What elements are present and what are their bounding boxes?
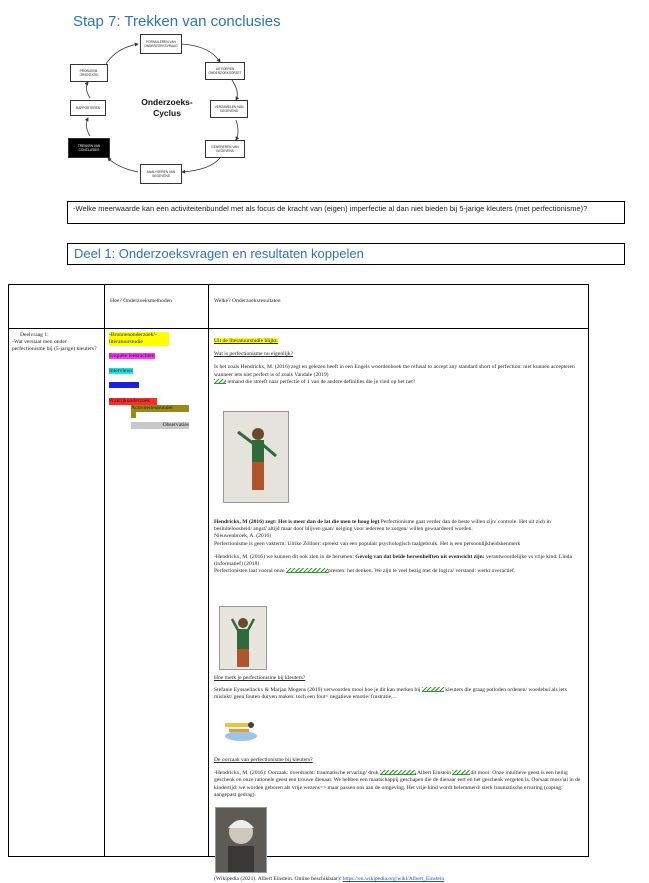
- page-title: Stap 7: Trekken van conclusies: [73, 13, 281, 30]
- results-paragraph: -Hendrickx, M. (2016) we kunnen dit ook zien in de hersenen:: [214, 553, 354, 560]
- results-paragraph: presten: het denken. We zijn te veel bezig met de logica/ verstand: werkt overactief.: [328, 568, 516, 575]
- header-results: Welke? Onderzoeksresultaten: [214, 298, 281, 304]
- cycle-step: ANALYSEREN VAN GEGEVENS: [140, 164, 182, 184]
- results-bold: Gevolg van dat beide hersenhelften uit evenwicht zijn:: [355, 553, 485, 560]
- method-subitem: Observaties: [131, 422, 189, 429]
- cycle-step: PROBLEEM-ORIENTATIE: [70, 64, 108, 82]
- results-subheading: Wat is perfectionisme nu eigenlijk?: [214, 351, 294, 358]
- results-paragraph: Perfectionisme gaat verder dan de beste willen zijn/ controle. Het uit zich in besluiteloosheid/ angst/ altijd maar door blijven gaan/ neiging voor iedereen te zorgen/ willen gewaardeerd worden.: [214, 519, 551, 533]
- results-paragraph: iemand die streeft naar perfectie of 1 van de andere definities die je vind op het net?: [227, 378, 416, 385]
- deelvraag-cell: [9, 329, 105, 857]
- results-paragraph: Stefanie Eyssaelinckx & Marjan Mogens (2019) verwoorden mooi hoe je dit kan merken bij: [214, 687, 421, 694]
- table-header-cell: [105, 285, 209, 329]
- caption-link[interactable]: https://en.wikipedia.org/wiki/Albert_Einstein: [342, 876, 445, 882]
- photo-child-arms-raised: [223, 411, 289, 503]
- cycle-step: GENEREREN VAN GEGEVENS: [205, 140, 245, 158]
- child-figure-icon: [224, 412, 288, 502]
- image-caption: (Wikipedia (2021). Albert Einstein. Online beschikbaar):: [214, 876, 342, 882]
- methods-cell: [105, 329, 209, 857]
- results-source: Nieuwenbroek, A. (2016): [214, 533, 272, 540]
- results-paragraph: dit mooi: Onze intuïtieve geest is een heilig geschenk en onze rationele geest een trouwe dienaar. We hebben een maatschappij geschapen die de dienaar eert en het geschenk vergeten is. Oorsaat mosvial in de kindertijd: we worden geboren als vrije wezens=> maar passen ons aan de omgeving. Het vrije kind wordt belemmerd/ sterk traumatische ervaring (coping: aangepast gedrag).: [214, 770, 581, 798]
- photo-child-thinking: [219, 606, 267, 670]
- method-subitem: Activiteitenbundel: [131, 405, 189, 412]
- results-bold: Hendrickx, M (2016) zegt: Het is meer dan de lat die men te hoog legt: [214, 519, 380, 525]
- results-paragraph: Albert Einstein: [417, 770, 452, 777]
- method-item: Enquête leekrachten: [109, 353, 155, 360]
- section-title: Deel 1: Onderzoeksvragen en resultaten koppelen: [67, 243, 625, 265]
- results-cell: [209, 329, 589, 882]
- results-table: [8, 284, 589, 882]
- photo-albert-einstein: [215, 807, 267, 873]
- child-figure-icon: [220, 607, 266, 669]
- illustration-crayons: [219, 719, 261, 743]
- table-header-cell: [209, 285, 589, 329]
- portrait-icon: [216, 808, 266, 872]
- results-subheading: Hoe merk je perfectionisme bij kleuters?: [214, 675, 306, 681]
- results-subheading: De oorzaak van perfectionisme bij kleuters?: [214, 757, 313, 763]
- results-heading: Uit de literatuurstudie blijkt:: [214, 338, 278, 344]
- results-paragraph: -Hendrickx, M. (2016): Oorzaak: overdracht/ traumatische ervaring/ druk: [214, 770, 379, 777]
- results-paragraph: Perfectionisme is geen vakterm: Ulrike Zöllner: spreekt van een populair psychologisch taalgebruik. Het is een persoonlijkheidskenmerk: [214, 540, 521, 547]
- deelvraag-text: -Wat verstaat men onder perfectionisme bij (5-jarige) kleuters?: [12, 339, 97, 353]
- deelvraag-label: Deelvraag 1:: [20, 332, 49, 338]
- cycle-step: FORMULEREN VAN ONDERZOEKSVRAAG: [140, 34, 182, 54]
- method-item: -Bronnenonderzoek/-literatuurstudie: [109, 332, 169, 346]
- cycle-step: VERZAMELEN VAN GEGEVENS: [210, 100, 248, 118]
- method-item: Praktijkonderzoek: [109, 398, 157, 405]
- header-methods: Hoe? Onderzoeksmethoden: [110, 298, 172, 304]
- results-paragraph: verantwoordelijke vs vrije kind. Linda (informatief) (2018): [214, 553, 572, 568]
- table-header-cell: [9, 285, 105, 329]
- crayons-icon: [219, 719, 261, 743]
- results-paragraph: kleuters die graag potloden ordenen/ woedebui als iets mislukt/ geen fouten durven maken: toch een fout= negatieve emotie/ frustratie,...: [214, 687, 567, 701]
- cycle-step: RAPPORTEREN: [70, 100, 106, 116]
- method-item-redacted: [109, 382, 139, 388]
- results-paragraph: Is het zoals Hendrickx, M. (2016) zegt en gelezen heeft in een Engels woordenboek the refusal to accept any standard short of perfection: niet kunnen accepteren wanneer iets niet perfect is of zoals Vandale (2019): [214, 364, 575, 378]
- results-paragraph: Perfectionisten laat vooral onze: [214, 568, 285, 575]
- cycle-step-active: TREKKEN VAN CONCLUSIES: [68, 138, 110, 158]
- cycle-center-label: Onderzoeks- Cyclus: [141, 97, 193, 118]
- research-question: -Welke meerwaarde kan een activiteitenbundel met als focus de kracht van (eigen) imperfectie al dan niet bieden bij 5-jarige kleuters (met perfectionisme)?: [67, 201, 625, 224]
- method-item: Interviews: [109, 367, 133, 374]
- cycle-step: UITVOEREN ONDERZOEKSOPZET: [205, 62, 245, 80]
